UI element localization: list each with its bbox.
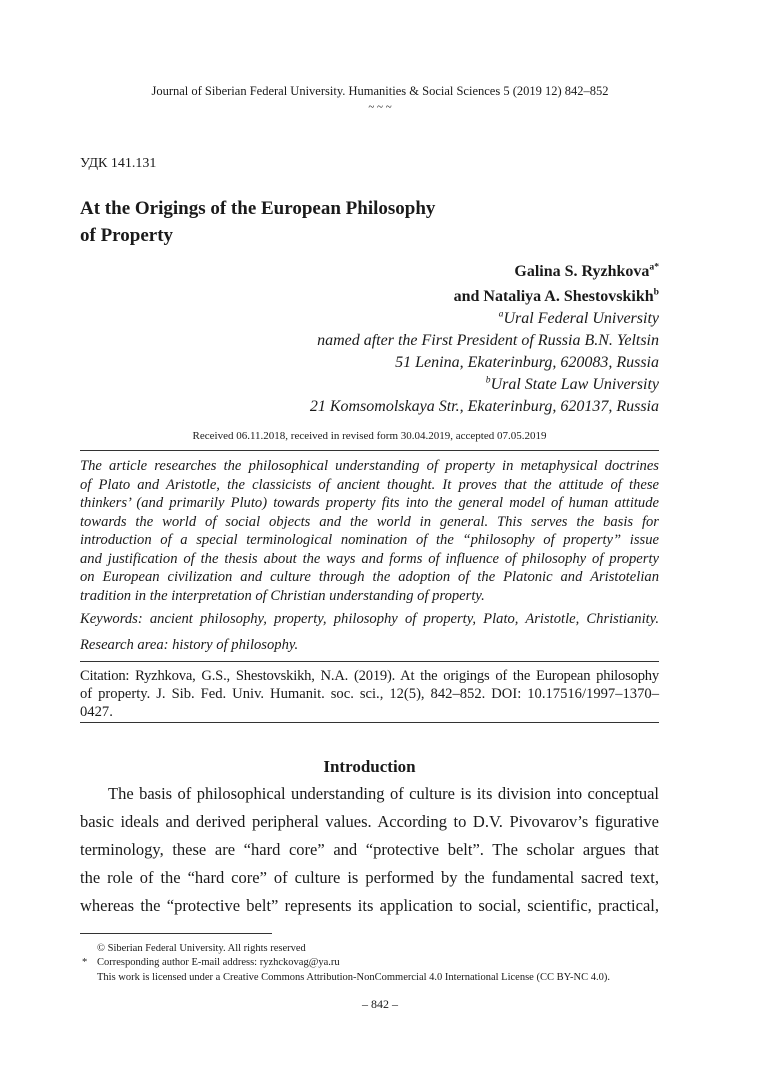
affiliation-line: 51 Lenina, Ekaterinburg, 620083, Russia bbox=[395, 354, 659, 371]
body-line: basic ideals and derived peripheral values. According to D.V. Pivovarov’s figurative bbox=[80, 812, 659, 831]
divider bbox=[80, 661, 659, 662]
abstract-line: of Plato and Aristotle, the classicists of ancient thought. It proves that the attitude of these bbox=[80, 476, 659, 493]
title-line-2: of Property bbox=[80, 225, 174, 246]
abstract-line: thinkers’ (and primarily Pluto) towards property fits into the general model of human attitude bbox=[80, 495, 659, 511]
received-dates: Received 06.11.2018, received in revised form 30.04.2019, accepted 07.05.2019 bbox=[192, 430, 547, 442]
abstract-line: and justification of the thesis about the ways and forms of influence of philosophy of property bbox=[80, 550, 659, 567]
title-line-1: At the Origings of the European Philosophy bbox=[80, 198, 436, 219]
corresponding-author-footnote: Corresponding author E-mail address: ryzhckovag@ya.ru bbox=[97, 957, 340, 968]
license-footnote: This work is licensed under a Creative Commons Attribution-NonCommercial 4.0 International License (CC BY-NC 4.0). bbox=[97, 972, 610, 983]
citation-line: Citation: Ryzhkova, G.S., Shestovskikh, N.A. (2019). At the origings of the European philosophy bbox=[80, 668, 659, 684]
udk-code: УДК 141.131 bbox=[80, 156, 157, 171]
body-line: terminology, these are “hard core” and “protective belt”. The scholar argues that bbox=[80, 840, 659, 859]
research-area: Research area: history of philosophy. bbox=[80, 637, 299, 653]
footnote-divider bbox=[80, 933, 272, 934]
affiliation-line: named after the First President of Russia B.N. Yeltsin bbox=[317, 332, 659, 349]
body-line: whereas the “protective belt” represents its application to social, scientific, practical, bbox=[80, 896, 659, 915]
footnote-mark: * bbox=[82, 957, 88, 968]
citation-line: 0427. bbox=[80, 704, 113, 720]
author-2: and Nataliya A. Shestovskikh$^b$ bbox=[453, 286, 659, 305]
body-line: the role of the “hard core” of culture is performed by the fundamental sacred text, bbox=[80, 868, 659, 887]
page-number: – 842 – bbox=[362, 997, 398, 1011]
author-1: Galina S. Ryzhkova$^{a*}$ bbox=[514, 261, 659, 280]
abstract-line: towards the world of social objects and the world in general. This serves the basis for bbox=[80, 513, 659, 530]
keywords: Keywords: ancient philosophy, property, philosophy of property, Plato, Aristotle, Christianity. bbox=[80, 611, 659, 627]
citation-line: of property. J. Sib. Fed. Univ. Humanit. soc. sci., 12(5), 842–852. DOI: 10.17516/1997–1370– bbox=[80, 686, 659, 702]
abstract-line: on European civilization and culture through the adoption of the Platonic and Aristotelian bbox=[80, 569, 659, 585]
abstract-line: tradition in the interpretation of Christian understanding of property. bbox=[80, 587, 485, 604]
divider bbox=[80, 722, 659, 723]
body-line: The basis of philosophical understanding of culture is its division into conceptual bbox=[108, 784, 659, 803]
section-heading-introduction: Introduction bbox=[323, 757, 416, 776]
copyright-footnote: © Siberian Federal University. All rights reserved bbox=[97, 943, 306, 954]
abstract-line: The article researches the philosophical understanding of property in metaphysical doctrines bbox=[80, 458, 659, 474]
affiliation-line: $^a$Ural Federal University bbox=[498, 308, 659, 327]
affiliation-line: $^b$Ural State Law University bbox=[485, 374, 659, 393]
divider bbox=[80, 450, 659, 451]
header-separator: ~ ~ ~ bbox=[368, 101, 392, 113]
abstract-line: introduction of a special terminological nomination of the “philosophy of property” issue bbox=[80, 532, 659, 548]
affiliation-line: 21 Komsomolskaya Str., Ekaterinburg, 620137, Russia bbox=[309, 398, 659, 415]
journal-header: Journal of Siberian Federal University. Humanities & Social Sciences 5 (2019 12) 842–852 bbox=[151, 84, 609, 98]
